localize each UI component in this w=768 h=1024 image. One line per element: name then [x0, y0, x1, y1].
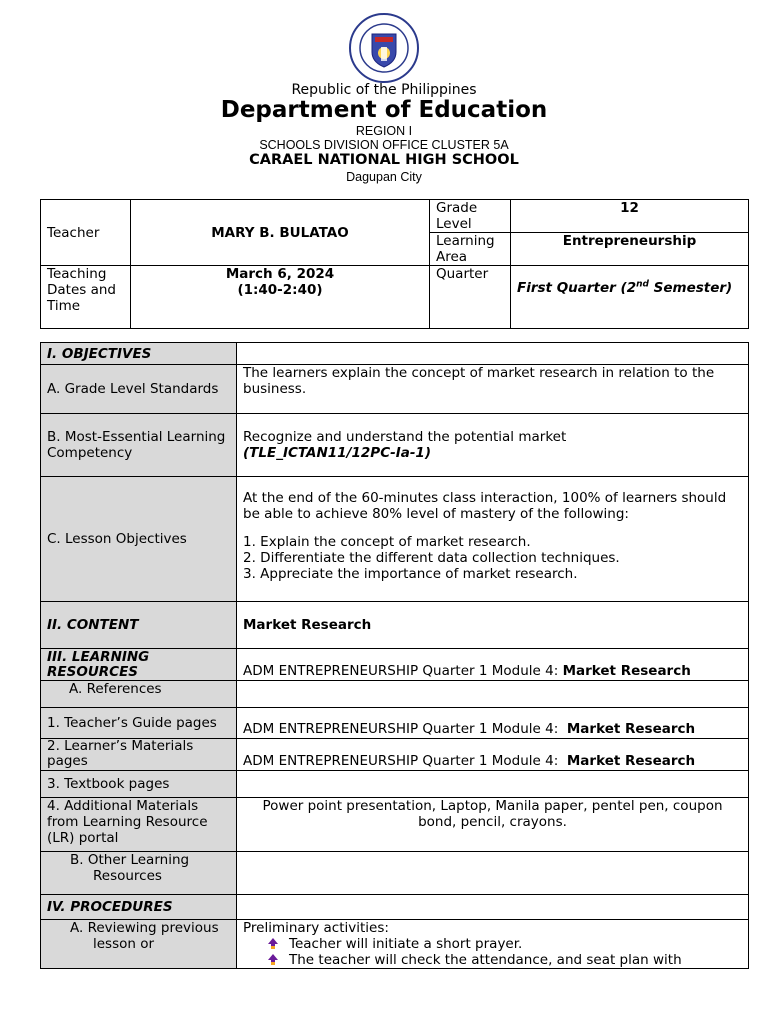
teacher-label: Teacher — [41, 200, 131, 266]
tg-label: 1. Teacher’s Guide pages — [41, 708, 237, 739]
lo-intro: At the end of the 60-minutes class interaction, 100% of learners should be able to achieve 80% level of mastery of the following: — [243, 490, 727, 522]
region-line: REGION I — [355, 124, 413, 138]
list-item: Teacher will initiate a short prayer. — [289, 936, 742, 952]
dates-label: Teaching Dates and Time — [41, 266, 131, 329]
olr-label: B. Other Learning Resources — [41, 852, 237, 895]
date-value: March 6, 2024 — [225, 266, 335, 282]
grade-value: 12 — [511, 200, 749, 233]
lo-item: 3. Appreciate the importance of market research. — [243, 566, 578, 582]
proc-label: IV. PROCEDURES — [41, 895, 237, 920]
city-line: Dagupan City — [346, 170, 422, 184]
time-value: (1:40-2:40) — [237, 282, 323, 298]
melc-label: B. Most-Essential Learning Competency — [41, 414, 237, 477]
melc-value: Recognize and understand the potential market — [243, 429, 567, 445]
lr-value: ADM ENTREPRENEURSHIP Quarter 1 Module 4: Market Research — [237, 649, 749, 681]
lesson-info-table — [40, 199, 749, 329]
tg-value: ADM ENTREPRENEURSHIP Quarter 1 Module 4: Market Research — [237, 708, 749, 739]
lo-label: C. Lesson Objectives — [41, 477, 237, 602]
grade-label: Grade Level — [430, 200, 511, 233]
lesson-plan-table — [40, 342, 749, 969]
gls-label: A. Grade Level Standards — [41, 365, 237, 414]
lm-label: 2. Learner’s Materials pages — [41, 739, 237, 771]
am-value: Power point presentation, Laptop, Manila paper, pentel pen, coupon bond, pencil, crayons. — [237, 798, 749, 852]
prelim-label: Preliminary activities: — [243, 920, 389, 936]
area-label: Learning Area — [430, 233, 511, 266]
arrow-bullet-icon — [267, 953, 279, 966]
lo-item: 1. Explain the concept of market research. — [243, 534, 531, 550]
melc-code: (TLE_ICTAN11/12PC-Ia-1) — [243, 445, 431, 461]
division-line: SCHOOLS DIVISION OFFICE CLUSTER 5A — [259, 138, 509, 152]
date-time-cell — [131, 266, 430, 329]
teacher-value: MARY B. BULATAO — [131, 200, 430, 266]
references-label: A. References — [41, 681, 237, 708]
am-label: 4. Additional Materials from Learning Resource (LR) portal — [41, 798, 237, 852]
prelim-cell — [237, 920, 749, 969]
review-label: A. Reviewing previous lesson or — [41, 920, 237, 969]
content-label: II. CONTENT — [41, 602, 237, 649]
gls-value: The learners explain the concept of market research in relation to the business. — [237, 365, 749, 414]
deped-seal — [348, 12, 420, 84]
lm-value: ADM ENTREPRENEURSHIP Quarter 1 Module 4: Market Research — [237, 739, 749, 771]
republic-line: Republic of the Philippines — [291, 82, 477, 98]
prelim-list — [243, 936, 742, 968]
list-item: The teacher will check the attendance, and seat plan with — [289, 952, 742, 968]
tb-label: 3. Textbook pages — [41, 771, 237, 798]
melc-cell — [237, 414, 749, 477]
lr-label: III. LEARNING RESOURCES — [41, 649, 237, 681]
arrow-bullet-icon — [267, 937, 279, 950]
area-value: Entrepreneurship — [511, 233, 749, 266]
quarter-value: First Quarter (2nd Semester) — [511, 266, 749, 329]
quarter-label: Quarter — [430, 266, 511, 329]
department-title: Department of Education — [220, 97, 548, 123]
lo-item: 2. Differentiate the different data collection techniques. — [243, 550, 620, 566]
objectives-header: I. OBJECTIVES — [41, 343, 237, 365]
lo-cell — [237, 477, 749, 602]
school-name: CARAEL NATIONAL HIGH SCHOOL — [249, 152, 519, 168]
content-value: Market Research — [237, 602, 749, 649]
